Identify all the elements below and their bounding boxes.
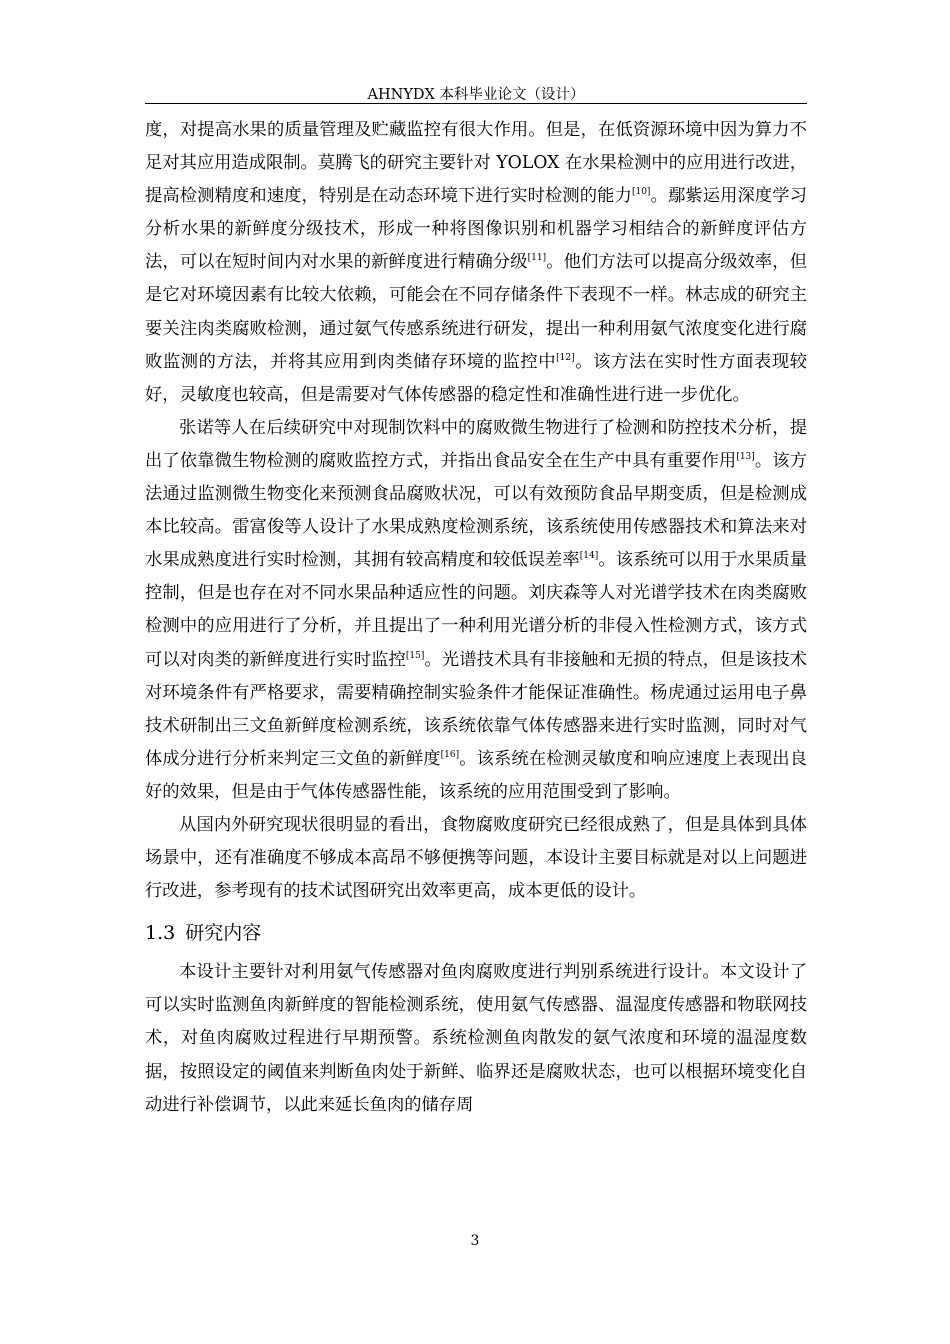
paragraph-1-text-2: 。鄢紫运用深度学习分析水果的新鲜度分级技术，形成一种将图像识别和机器学习相结合的新鲜度评估方法，可以在短时间内对水果的新鲜度进行精确分级 — [145, 186, 807, 273]
body-text — [145, 114, 807, 1122]
paragraph-4: 本设计主要针对利用氨气传感器对鱼肉腐败度进行判别系统进行设计。本文设计了可以实时监测鱼肉新鲜度的智能检测系统，使用氨气传感器、温湿度传感器和物联网技术，对鱼肉腐败过程进行早期预警。系统检测鱼肉散发的氨气浓度和环境的温湿度数据，按照设定的阈值来判断鱼肉处于新鲜、临界还是腐败状态，也可以根据环境变化自动进行补偿调节，以此来延长鱼肉的储存周 — [145, 962, 807, 1115]
citation-16: [16] — [440, 749, 460, 760]
paragraph-1-text-4: 。该方法在实时性方面表现较好，灵敏度也较高，但是需要对气体传感器的稳定性和准确性进行进一步优化。 — [145, 351, 807, 405]
citation-11: [11] — [527, 253, 547, 264]
citation-14: [14] — [579, 551, 599, 562]
citation-12: [12] — [556, 352, 575, 363]
running-header: AHNYDX 本科毕业论文（设计） — [367, 87, 585, 103]
paragraph-1-text-1: 度，对提高水果的质量管理及贮藏监控有很大作用。但是，在低资源环境中因为算力不足对其应用造成限制。莫腾飞的研究主要针对 YOLOX 在水果检测中的应用进行改进，提高检测精度和速度，特别是在动态环境下进行实时检测的能力 — [145, 120, 807, 207]
paragraph-2-text-4: 。光谱技术具有非接触和无损的特点，但是该技术对环境条件有严格要求，需要精确控制实验条件才能保证准确性。杨虎通过运用电子鼻技术研制出三文鱼新鲜度检测系统，该系统依靠气体传感器来进行实时监测，同时对气体成分进行分析来判定三文鱼的新鲜度 — [145, 649, 807, 769]
header-rule — [145, 103, 807, 104]
section-heading — [145, 914, 807, 952]
citation-10: [10] — [631, 187, 651, 198]
citation-15: [15] — [405, 650, 425, 661]
section-title: 研究内容 — [185, 922, 262, 945]
paragraph-1-text-3: 。他们方法可以提高分级效率，但是它对环境因素有比较大依赖，可能会在不同存储条件下表现不一样。林志成的研究主要关注肉类腐败检测，通过氨气传感系统进行研发，提出一种利用氨气浓度变化进行腐败监测的方法，并将其应用到肉类储存环境的监控中 — [145, 252, 807, 372]
paragraph-2 — [145, 412, 807, 809]
paragraph-2-text-2: 。该方法通过监测微生物变化来预测食品腐败状况，可以有效预防食品早期变质，但是检测成本比较高。雷富俊等人设计了水果成熟度检测系统，该系统使用传感器技术和算法来对水果成熟度进行实时检测，其拥有较高精度和较低误差率 — [145, 450, 807, 571]
paragraph-1 — [145, 114, 807, 412]
page-number: 3 — [470, 1233, 480, 1249]
paragraph-2-text-3: 。该系统可以用于水果质量控制，但是也存在对不同水果品种适应性的问题。刘庆森等人对光谱学技术在肉类腐败检测中的应用进行了分析，并且提出了一种利用光谱分析的非侵入性检测方式，该方式可以对肉类的新鲜度进行实时监控 — [145, 550, 807, 670]
paragraph-2-text-5: 。该系统在检测灵敏度和响应速度上表现出良好的效果，但是由于气体传感器性能，该系统的应用范围受到了影响。 — [145, 748, 807, 802]
section-number: 1.3 — [145, 922, 176, 945]
paragraph-3: 从国内外研究现状很明显的看出，食物腐败度研究已经很成熟了，但是具体到具体场景中，还有准确度不够成本高昂不够便携等问题，本设计主要目标就是对以上问题进行改进，参考现有的技术试图研究出效率更高，成本更低的设计。 — [145, 814, 807, 902]
paragraph-2-text-1: 张诺等人在后续研究中对现制饮料中的腐败微生物进行了检测和防控技术分析，提出了依靠微生物检测的腐败监控方式，并指出食品安全在生产中具有重要作用 — [145, 417, 807, 471]
citation-13: [13] — [736, 451, 755, 462]
